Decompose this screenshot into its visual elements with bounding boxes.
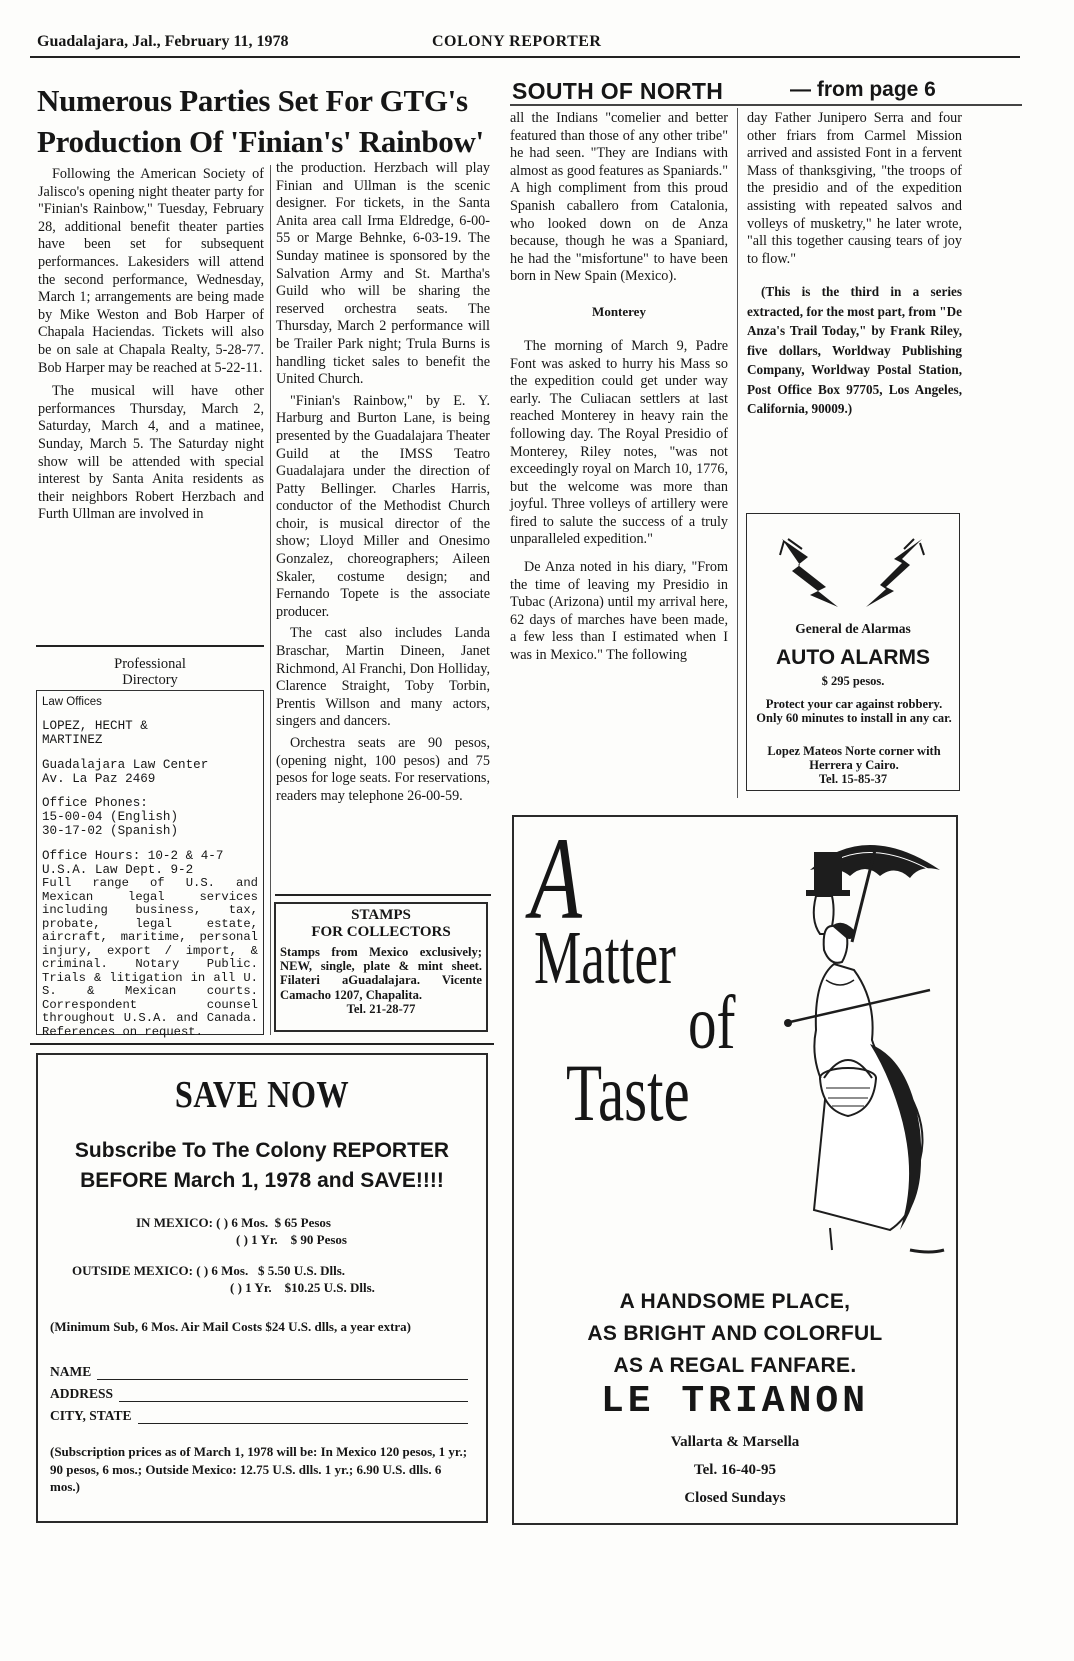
city-label: CITY, STATE [50, 1408, 132, 1423]
rates-in-mexico [136, 1214, 347, 1248]
lightning-bolt-icon [778, 535, 842, 611]
office-hours: Office Hours: 10-2 & 4-7 [42, 848, 224, 863]
script-of: of [688, 981, 736, 1065]
south-column-a [510, 110, 728, 669]
subscribe-subhead-line: Subscribe To The Colony REPORTER [74, 1139, 450, 1162]
in-mexico-label: IN MEXICO: [136, 1215, 213, 1230]
rate-row[interactable] [136, 1214, 347, 1231]
parties-paragraph: the production. Herzbach will play Finian and Ullman is the scenic designer. For tickets, in the Santa Anita area call Irma Eldredge, 6-00-55 or Marge Behnke, 6-03-19. The Sunday matinee is sponsored by the Salvation Army and St. Martha's Guild who will be sharing the reserved orchestra seats. The Thursday, March 2 performance will be Trailer Park night; Trula Burns is handling ticket sales to benefit the United Church. [276, 160, 490, 388]
alarm-price: $ 295 pesos. [821, 674, 885, 688]
column-divider [270, 165, 271, 1035]
directory-listing [42, 695, 258, 1039]
script-taste: Taste [566, 1047, 690, 1138]
parties-end-rule [275, 894, 491, 896]
subscribe-subhead-line: BEFORE March 1, 1978 and SAVE!!!! [80, 1169, 444, 1192]
address-field[interactable] [50, 1386, 468, 1402]
trianon-hours: Closed Sundays [684, 1490, 786, 1506]
south-column-b [747, 110, 962, 423]
directory-title [36, 656, 264, 688]
subscribe-subhead [36, 1136, 488, 1196]
parties-headline-line-1: Numerous Parties Set For GTG's [37, 83, 468, 118]
south-paragraph: day Father Junipero Serra and four other friars from Carmel Mission arrived and assisted Font in a fervent Mass of thanksgiving, "the troops of the presidio and of the expedition assisting with repeated salvos and volleys of musketry," he later wrote, "all this together causing tears of joy to flow." [747, 110, 962, 267]
price-note: (Subscription prices as of March 1, 1978 will be: In Mexico 120 pesos, 1 yr.; 90 pesos, 6 mos.; Outside Mexico: 12.75 U.S. dlls. 1 yr.; 6.90 U.S. dlls. 6 mos.) [50, 1444, 468, 1494]
rate-row[interactable] [136, 1231, 347, 1248]
address-line[interactable] [119, 1390, 468, 1402]
parties-paragraph: The musical will have other performances Thursday, March 2, Saturday, March 4, and a matinee, Sunday, March 5. The Saturday night show will be attended with special interest by Santa Anita residents as their neighbors Robert Herzbach and Furth Ullman are involved in [38, 383, 264, 523]
trianon-tagline [512, 1286, 958, 1382]
directory-title-line: Directory [122, 672, 178, 688]
phone: 15-00-04 (English) [42, 810, 179, 825]
phones-label: Office Phones: [42, 796, 148, 811]
firm-name: LOPEZ, HECHT & [42, 719, 148, 734]
parties-paragraph: Orchestra seats are 90 pesos, (opening night, 100 pesos) and 75 pesos for loge seats. For reservations, readers may telephone 26-00-59. [276, 735, 490, 804]
lightning-bolt-icon [862, 535, 926, 611]
continued-from: — from page 6 [790, 78, 936, 101]
parties-headline [37, 80, 517, 162]
city-state-field[interactable] [50, 1408, 468, 1424]
firm-address: Guadalajara Law Center [42, 757, 209, 772]
tagline-line: AS BRIGHT AND COLORFUL [587, 1322, 883, 1345]
parties-paragraph: "Finian's Rainbow," by E. Y. Harburg and Burton Lane, is being presented by the Guadalajara Theater Guild at the IMSS Teatro Guadalajara under the direction of Patty Bellinger. Charles Harris, conductor of the Methodist Church choir, is musical director of the show; Lloyd Miller and Onesimo Gonzalez, choreographers; Aileen Skaler, costume design; and Fernando Topete is the associate producer. [276, 392, 490, 620]
name-label: NAME [50, 1364, 92, 1379]
rate-option: ( ) 1 Yr. $ 90 Pesos [236, 1232, 347, 1247]
trianon-address: Vallarta & Marsella [670, 1434, 800, 1450]
directory-top-rule [36, 645, 264, 647]
subscribe-form [50, 1364, 468, 1430]
parties-column-1 [38, 166, 264, 528]
directory-category: Law Offices [42, 696, 102, 708]
outside-label: OUTSIDE MEXICO: [72, 1263, 193, 1278]
name-line[interactable] [97, 1368, 468, 1380]
dateline: Guadalajara, Jal., February 11, 1978 [37, 33, 289, 50]
firm-name: MARTINEZ [42, 733, 103, 748]
alarm-product: AUTO ALARMS [776, 646, 930, 669]
south-subhead: Monterey [592, 303, 646, 319]
stamps-title: FOR COLLECTORS [311, 924, 451, 940]
phone: 30-17-02 (Spanish) [42, 824, 179, 839]
section-rule [30, 1043, 494, 1045]
services: Full range of U.S. and Mexican legal services including business, tax, probate, legal estate, aircraft, maritime, personal injury, export / import, & criminal. Notary Public. Trials & litigation in all U. S. & Mexican courts. Correspondent counsel throughout U.S.A. and Canada. References on request. [42, 876, 258, 1039]
alarm-address: Lopez Mateos Norte corner with Herrera y Cairo. [767, 744, 941, 773]
trianon-name: LE TRIANON [600, 1380, 870, 1423]
parties-column-2 [276, 160, 490, 809]
stamps-tel: Tel. 21-28-77 [346, 1001, 416, 1016]
parties-paragraph: The cast also includes Landa Braschar, Martin Dineen, Janet Richmond, Al Franchi, Don Holliday, Clarence Straight, Toby Torbin, Prentis Willson and many actors, singers and dancers. [276, 625, 490, 730]
alarm-pitch: Protect your car against robbery. Only 60 minutes to install in any car. [756, 697, 952, 726]
south-paragraph: The morning of March 9, Padre Font was asked to hurry his Mass so the expedition could get under way early. The Culiacan settlers at last reached Monterey in heavy rain the following day. The Royal Presidio of Monterey, Riley notes, "was not exceedingly royal on March 10, 1776, but the welcome was more than joyful. Three volleys of artillery were fired to salute the success of a truly unparalleled expedition." [510, 337, 728, 548]
south-heading: SOUTH OF NORTH [512, 78, 724, 104]
tagline-line: A HANDSOME PLACE, [619, 1290, 851, 1313]
column-divider [737, 108, 738, 798]
rate-row[interactable] [72, 1262, 375, 1279]
alarm-tel: Tel. 15-85-37 [818, 772, 888, 786]
masthead-rule [30, 56, 1020, 58]
script-a: A [530, 813, 582, 944]
south-paragraph: all the Indians "comelier and better featured than those of any other tribe" he had seen. "They are Indians with almost as good features as Spaniards." A high compliment from this proud Spanish caballero from Catalonia, who looked down on de Anza because, though he was a Spaniard, he had the "misfortune" to have been born in New Spain (Mexico). [510, 110, 728, 285]
city-line[interactable] [138, 1412, 468, 1424]
stamps-body: Stamps from Mexico exclusively; NEW, single, plate & mint sheet. Filateri aGuadalajara. Vicente Camacho 1207, Chapalita. [280, 945, 482, 1002]
name-field[interactable] [50, 1364, 468, 1380]
rate-option: ( ) 6 Mos. $ 5.50 U.S. Dlls. [196, 1263, 346, 1278]
subscribe-headline: SAVE NOW [174, 1074, 350, 1116]
trianon-tel: Tel. 16-40-95 [694, 1462, 776, 1478]
tagline-line: AS A REGAL FANFARE. [613, 1354, 857, 1377]
parties-paragraph: Following the American Society of Jalisco's opening night theater party for "Finian's Rainbow," Tuesday, February 28, additional benefit theater parties have been set for subsequent performances. Lakesiders will attend the second performance, Wednesday, March 1; arrangements are being made by Mike Weston and Bob Harper of Chapala Haciendas. Tickets will also be on sale at Chapala Realty, 5-28-77. Bob Harper may be reached at 5-22-11. [38, 166, 264, 376]
script-matter: Matter [534, 916, 676, 1000]
law-dept: U.S.A. Law Dept. 9-2 [42, 862, 194, 877]
south-heading-rule [510, 104, 1022, 106]
minimum-note: (Minimum Sub, 6 Mos. Air Mail Costs $24 U.S. dlls, a year extra) [50, 1319, 411, 1334]
rate-option: ( ) 6 Mos. $ 65 Pesos [216, 1215, 331, 1230]
rates-outside-mexico [72, 1262, 375, 1296]
firm-address: Av. La Paz 2469 [42, 771, 156, 786]
south-credit: (This is the third in a series extracted, for the most part, from "De Anza's Trail Today," by Frank Riley, five dollars, Worldway Publishing Company, Worldway Postal Station, Post Office Box 97705, Los Angeles, California, 90009.) [747, 284, 962, 417]
paper-name: COLONY REPORTER [432, 33, 602, 50]
parties-headline-line-2: Production Of 'Finian's' Rainbow' [37, 124, 484, 159]
rate-row[interactable] [72, 1279, 375, 1296]
rate-option: ( ) 1 Yr. $10.25 U.S. Dlls. [230, 1280, 375, 1295]
alarm-company: General de Alarmas [795, 621, 911, 636]
address-label: ADDRESS [50, 1386, 114, 1401]
victorian-lady-illustration [770, 830, 960, 1270]
south-paragraph: De Anza noted in his diary, "From the time of leaving my Presidio in Tubac (Arizona) until my arrival here, 62 days of marches have been made, a few less than I estimated when I was in Mexico." The following [510, 559, 728, 664]
directory-title-line: Professional [114, 656, 186, 672]
stamps-ad [280, 907, 482, 1016]
stamps-title: STAMPS [351, 907, 411, 923]
